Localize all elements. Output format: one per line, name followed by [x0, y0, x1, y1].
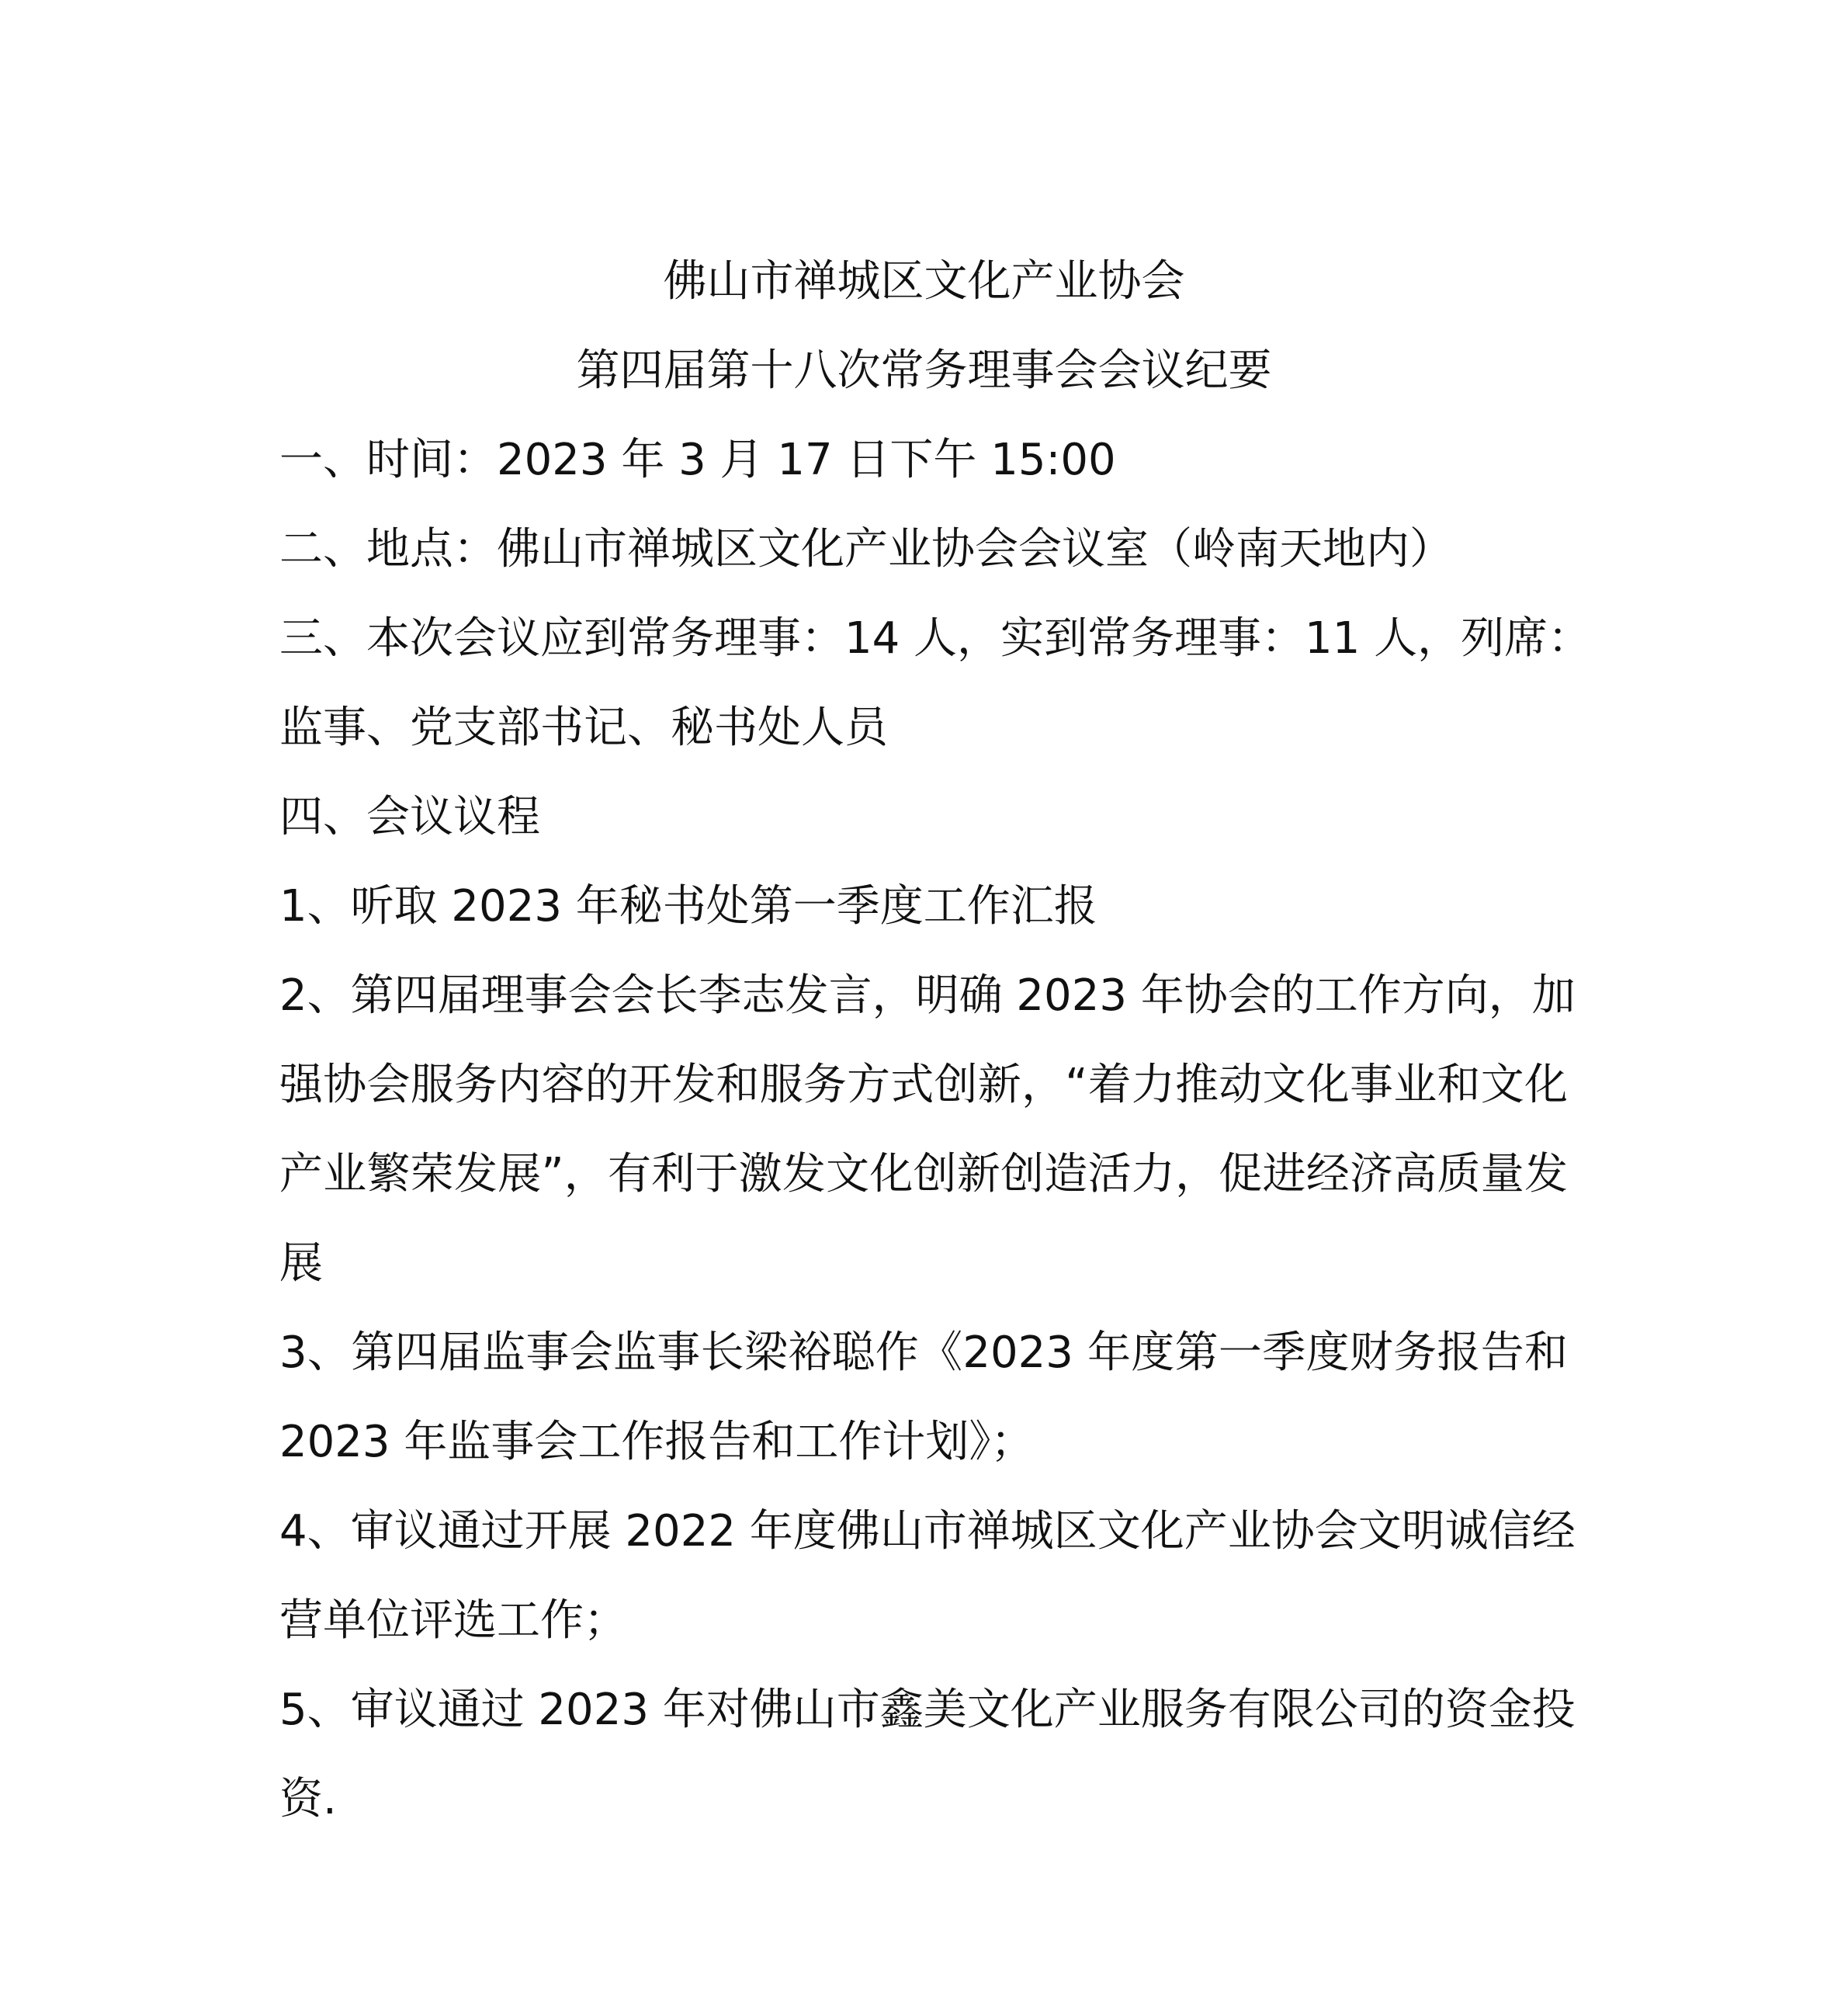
- agenda-item-2-continued: 展: [279, 1238, 323, 1289]
- agenda-item-2-continued: 强协会服务内容的开发和服务方式创新，“着力推动文化事业和文化: [279, 1060, 1568, 1110]
- document-title: [0, 237, 1848, 415]
- title-line-organization: 佛山市禅城区文化产业协会: [663, 256, 1185, 307]
- agenda-item-5: 5、审议通过 2023 年对佛山市鑫美文化产业服务有限公司的资金投: [279, 1685, 1576, 1735]
- meeting-location: 二、地点：佛山市禅城区文化产业协会会议室（岭南天地内）: [279, 524, 1453, 574]
- agenda-item-4: 4、审议通过开展 2022 年度佛山市禅城区文化产业协会文明诚信经: [279, 1506, 1576, 1557]
- agenda-item-5-continued: 资.: [279, 1774, 337, 1824]
- agenda-item-1: 1、听取 2023 年秘书处第一季度工作汇报: [279, 881, 1097, 932]
- agenda-item-2-continued: 产业繁荣发展”，有利于激发文化创新创造活力，促进经济高质量发: [279, 1149, 1568, 1199]
- agenda-item-2: 2、第四届理事会会长李志发言，明确 2023 年协会的工作方向，加: [279, 970, 1576, 1021]
- agenda-item-3-continued: 2023 年监事会工作报告和工作计划》；: [279, 1417, 1035, 1467]
- attendance-line-continued: 监事、党支部书记、秘书处人员: [279, 703, 888, 753]
- agenda-item-4-continued: 营单位评选工作；: [279, 1595, 627, 1646]
- title-line-meeting: 第四届第十八次常务理事会会议纪要: [576, 345, 1272, 396]
- attendance-line: 三、本次会议应到常务理事：14 人，实到常务理事：11 人，列席：: [279, 613, 1592, 664]
- document-body: [279, 415, 1592, 1844]
- meeting-time: 一、时间：2023 年 3 月 17 日下午 15:00: [279, 435, 1116, 485]
- agenda-heading: 四、会议议程: [279, 792, 540, 842]
- agenda-item-3: 3、第四届监事会监事长梁裕聪作《2023 年度第一季度财务报告和: [279, 1328, 1568, 1378]
